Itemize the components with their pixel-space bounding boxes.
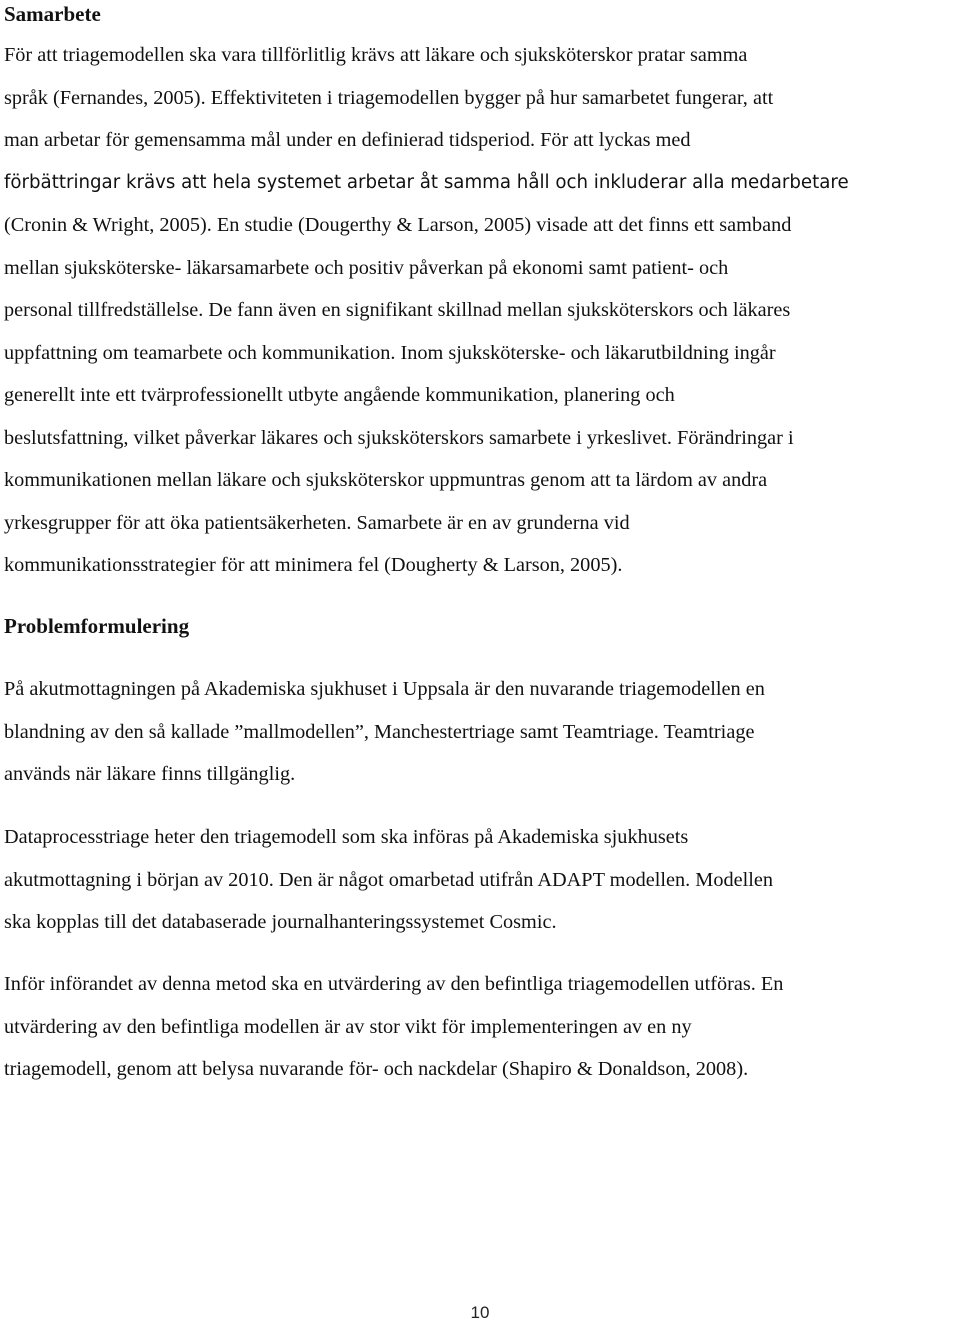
text-line: (Cronin & Wright, 2005). En studie (Dougerthy & Larson, 2005) visade att det finns ett samband bbox=[4, 214, 792, 236]
text-line: förbättringar krävs att hela systemet arbetar åt samma håll och inkluderar alla medarbetare bbox=[4, 171, 849, 193]
page-number: 10 bbox=[470, 1303, 490, 1322]
text-line: beslutsfattning, vilket påverkar läkares och sjuksköterskors samarbete i yrkeslivet. Förändringar i bbox=[4, 426, 794, 449]
text-line: yrkesgrupper för att öka patientsäkerheten. Samarbete är en av grunderna vid bbox=[4, 511, 630, 534]
text-line: Inför införandet av denna metod ska en utvärdering av den befintliga triagemodellen utföras. En bbox=[4, 973, 784, 995]
paragraph-samarbete bbox=[4, 34, 954, 587]
section-heading-problemformulering: Problemformulering bbox=[4, 614, 190, 638]
paragraph-utvardering bbox=[4, 963, 954, 1091]
text-line: triagemodell, genom att belysa nuvarande för- och nackdelar (Shapiro & Donaldson, 2008). bbox=[4, 1058, 749, 1080]
text-line: Dataprocesstriage heter den triagemodell som ska införas på Akademiska sjukhusets bbox=[4, 826, 689, 848]
section-heading-samarbete: Samarbete bbox=[4, 2, 101, 26]
text-line: På akutmottagningen på Akademiska sjukhuset i Uppsala är den nuvarande triagemodellen en bbox=[4, 678, 765, 700]
text-line: akutmottagning i början av 2010. Den är något omarbetad utifrån ADAPT modellen. Modellen bbox=[4, 868, 774, 891]
text-line: generellt inte ett tvärprofessionellt utbyte angående kommunikation, planering och bbox=[4, 384, 675, 406]
text-line: ska kopplas till det databaserade journalhanteringssystemet Cosmic. bbox=[4, 911, 557, 933]
text-line: personal tillfredställelse. De fann även en signifikant skillnad mellan sjuksköterskors och läkares bbox=[4, 299, 791, 321]
text-line: man arbetar för gemensamma mål under en definierad tidsperiod. För att lyckas med bbox=[4, 129, 691, 151]
text-line: mellan sjuksköterske- läkarsamarbete och positiv påverkan på ekonomi samt patient- och bbox=[4, 256, 729, 279]
text-line: blandning av den så kallade ”mallmodellen”, Manchestertriage samt Teamtriage. Teamtriage bbox=[4, 720, 755, 743]
paragraph-dataprocesstriage bbox=[4, 816, 954, 944]
text-line: utvärdering av den befintliga modellen är av stor vikt för implementeringen av en ny bbox=[4, 1015, 692, 1038]
text-line: används när läkare finns tillgänglig. bbox=[4, 763, 296, 785]
text-line: kommunikationen mellan läkare och sjuksköterskor uppmuntras genom att ta lärdom av andra bbox=[4, 469, 768, 491]
text-line: språk (Fernandes, 2005). Effektiviteten i triagemodellen bygger på hur samarbetet fungerar, att bbox=[4, 86, 774, 109]
text-line: kommunikationsstrategier för att minimera fel (Dougherty & Larson, 2005). bbox=[4, 554, 623, 576]
paragraph-akutmottagningen bbox=[4, 668, 954, 796]
text-line: För att triagemodellen ska vara tillförlitlig krävs att läkare och sjuksköterskor pratar samma bbox=[4, 44, 748, 66]
text-line: uppfattning om teamarbete och kommunikation. Inom sjuksköterske- och läkarutbildning ingår bbox=[4, 341, 776, 364]
